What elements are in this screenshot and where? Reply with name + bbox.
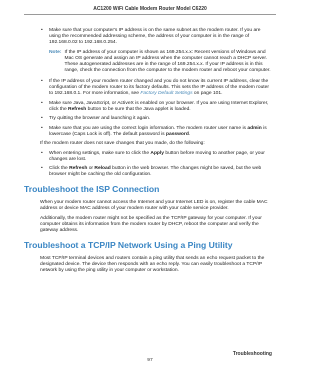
- refresh-term: Refresh: [69, 166, 88, 171]
- list-item-text: Click the: [49, 166, 70, 171]
- page-number: 97: [147, 358, 153, 363]
- bullet-icon: •: [41, 79, 43, 84]
- bullet-icon: •: [41, 28, 43, 33]
- username-term: admin: [247, 125, 262, 131]
- paragraph: Additionally, the modem router might not be specified as the TCP/IP gateway for your computer. If your computer obtains its information from the modem router by DHCP, reboot the computer and verify the gateway address.: [40, 215, 262, 233]
- list-item: [40, 116, 272, 122]
- list-item-text: or: [87, 166, 95, 171]
- list-item-text: on page 101.: [192, 91, 223, 96]
- note-text: If the IP address of your computer is shown as 169.254.x.x: Recent versions of Windows and Mac OS generate and assign an IP address when the computer cannot reach a DHCP server. These autogenerated addresses are in the range of 169.254.x.x. If your IP address is in this range, check the connection from the computer to the modem router and reboot your computer.: [64, 50, 271, 73]
- list-item-text: Make sure Java, JavaScript, or ActiveX is enabled on your browser. If you are using Internet Explorer, click the: [49, 100, 269, 112]
- bullet-icon: •: [41, 125, 43, 131]
- list-item: [40, 151, 272, 163]
- list-item-text: When entering settings, make sure to click the: [49, 150, 151, 156]
- note-label: Note:: [49, 50, 62, 55]
- paragraph: If the modem router does not save changes that you made, do the following:: [40, 141, 205, 146]
- section-heading-isp: Troubleshoot the ISP Connection: [24, 184, 160, 194]
- section-heading-ping: Troubleshoot a TCP/IP Network Using a Ping Utility: [24, 239, 233, 250]
- list-item: [40, 79, 272, 97]
- list-item-text: button to be sure that the Java applet is loaded.: [86, 106, 191, 112]
- list-item-text: .: [188, 131, 191, 137]
- reload-term: Reload: [94, 166, 111, 171]
- list-item-text: button in the web browser. The changes might be saved, but the web browser might be caching the old configuration.: [49, 166, 262, 177]
- apply-term: Apply: [150, 150, 164, 156]
- page-content: [24, 28, 272, 277]
- header-divider: [24, 14, 276, 15]
- list-item-text: If the IP address of your modem router changed and you do not know its current IP address, clear the configuration of the modem router to its factory defaults. This sets the IP address of the modem router to 192.168.0.1. For more information, see: [49, 79, 270, 96]
- list-item-text: is lowercase (Caps Lock is off). The default password is: [49, 125, 267, 137]
- bullet-icon: •: [41, 150, 43, 156]
- list-item-text: Try quitting the browser and launching it again.: [49, 116, 151, 121]
- bullet-icon: •: [41, 116, 43, 121]
- password-term: password: [165, 131, 189, 137]
- list-item: [40, 101, 272, 113]
- bullet-icon: •: [41, 100, 43, 106]
- paragraph: Most TCP/IP terminal devices and routers contain a ping utility that sends an echo request packet to the designated device. The device then responds with an echo reply. You can easily troubleshoot a TCP/IP network by using the ping utility in your computer or workstation.: [40, 255, 265, 273]
- running-header: AC1200 WiFi Cable Modem Router Model C6220: [93, 6, 207, 12]
- list-item-text: button before moving to another page, or your changes are lost.: [49, 150, 265, 162]
- bullet-icon: •: [41, 166, 43, 171]
- refresh-term: Refresh: [68, 106, 87, 112]
- list-item: [40, 28, 272, 46]
- list-item: [40, 166, 272, 178]
- paragraph: When your modem router cannot access the Internet and your Internet LED is on, register the cable MAC address or device MAC address of your modem router with your cable service provider.: [40, 200, 268, 211]
- list-item-text: Make sure that you are using the correct login information. The modem router user name is: [49, 125, 248, 131]
- footer-section-name: Troubleshooting: [232, 351, 272, 357]
- note-box: [49, 50, 272, 74]
- list-item-text: Make sure that your computer's IP address is on the same subnet as the modem router. If you are using the recommended addressing scheme, the address of your computer is in the range of 192.168.0.02 to 192.168.0.254.: [49, 28, 261, 45]
- factory-defaults-link[interactable]: Factory Default Settings: [140, 91, 193, 96]
- list-item: [40, 126, 272, 138]
